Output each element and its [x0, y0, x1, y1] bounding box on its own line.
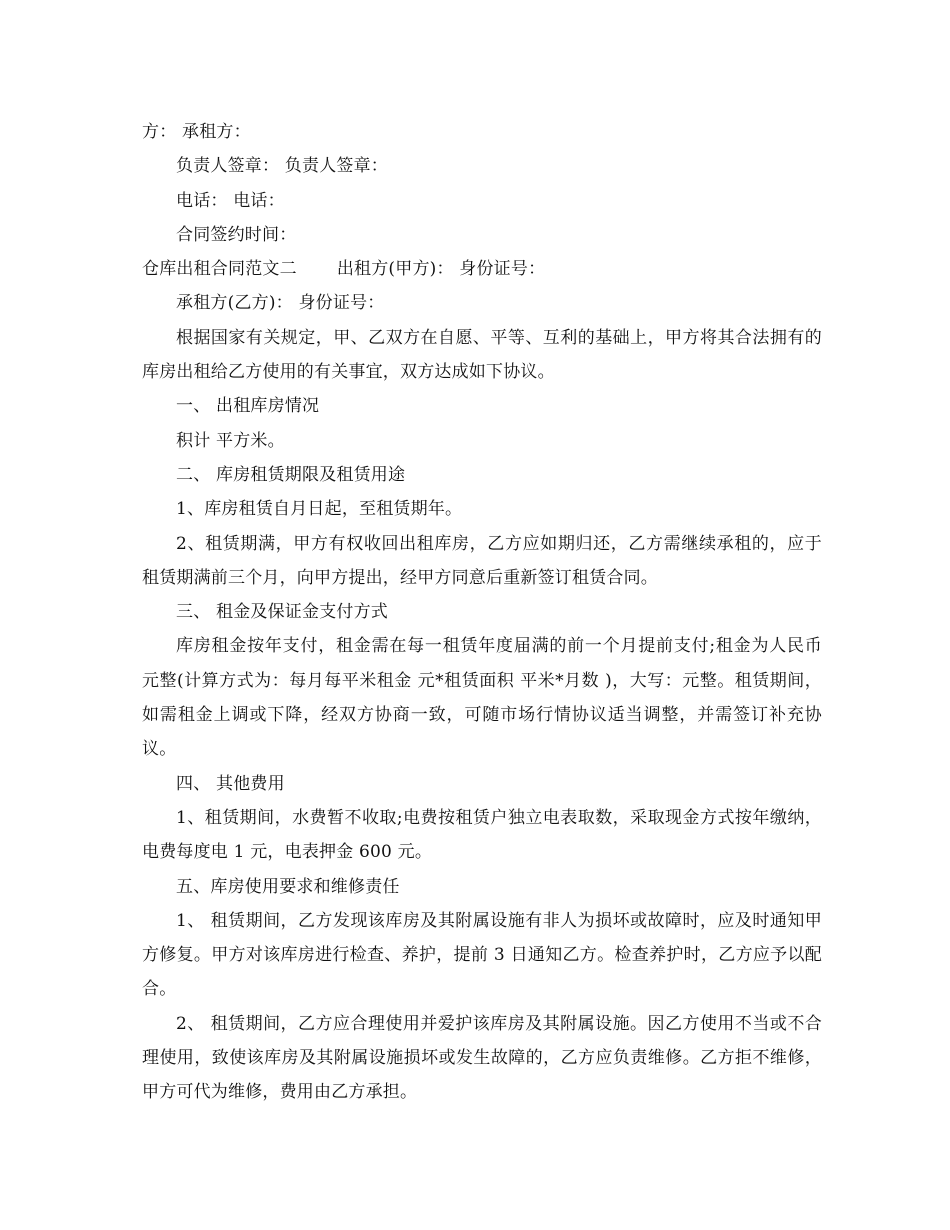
- document-body: [142, 115, 822, 1110]
- clause-heading-3: 三、 租金及保证金支付方式: [176, 602, 389, 623]
- clause-heading-2: 二、 库房租赁期限及租赁用途: [176, 464, 406, 485]
- section-heading-line: [142, 252, 822, 286]
- contract-title: 仓库出租合同范文二: [142, 259, 297, 280]
- phone-line: 电话： 电话：: [176, 190, 285, 211]
- lessor-line: 出租方(甲方)： 身份证号：: [336, 259, 546, 280]
- rent-paragraph: 库房租金按年支付，租金需在每一租赁年度届满的前一个月提前支付;租金为人民币 元整(计算方式为：每月每平米租金 元*租赁面积 平米*月数 )，大写：元整。租赁期间，如需租金上调或下降，经双方协商一致，可随市场行情协议适当调整，并需签订补充协议。: [142, 636, 822, 760]
- signature-line: 负责人签章： 负责人签章：: [176, 156, 389, 177]
- maintenance-item-2: 2、 租赁期间，乙方应合理使用并爱护该库房及其附属设施。因乙方使用不当或不合理使用，致使该库房及其附属设施损坏或发生故障的，乙方应负责维修。乙方拒不维修，甲方可代为维修，费用由乙方承担。: [142, 1013, 822, 1103]
- preamble-paragraph: 根据国家有关规定，甲、乙双方在自愿、平等、互利的基础上，甲方将其合法拥有的库房出租给乙方使用的有关事宜，双方达成如下协议。: [142, 327, 822, 383]
- party-line: 方： 承租方：: [142, 122, 251, 142]
- maintenance-item-1: 1、 租赁期间，乙方发现该库房及其附属设施有非人为损坏或故障时，应及时通知甲方修复。甲方对该库房进行检查、养护，提前 3 日通知乙方。检查养护时，乙方应予以配合。: [142, 910, 822, 1000]
- clause-heading-5: 五、库房使用要求和维修责任: [176, 876, 400, 897]
- clause-2-item-2: 2、租赁期满，甲方有权收回出租库房，乙方应如期归还，乙方需继续承租的，应于租赁期满前三个月，向甲方提出，经甲方同意后重新签订租赁合同。: [142, 533, 822, 588]
- sign-date-line: 合同签约时间：: [176, 224, 297, 245]
- clause-heading-4: 四、 其他费用: [176, 773, 285, 794]
- clause-heading-1: 一、 出租库房情况: [176, 396, 320, 417]
- clause-2-item-1: 1、库房租赁自月日起，至租赁期年。: [176, 499, 463, 520]
- area-line: 积计 平方米。: [176, 430, 285, 451]
- lessee-line: 承租方(乙方)： 身份证号：: [176, 293, 385, 314]
- fees-paragraph: 1、租赁期间，水费暂不收取;电费按租赁户独立电表取数，采取现金方式按年缴纳，电费每度电 1 元，电表押金 600 元。: [142, 807, 822, 863]
